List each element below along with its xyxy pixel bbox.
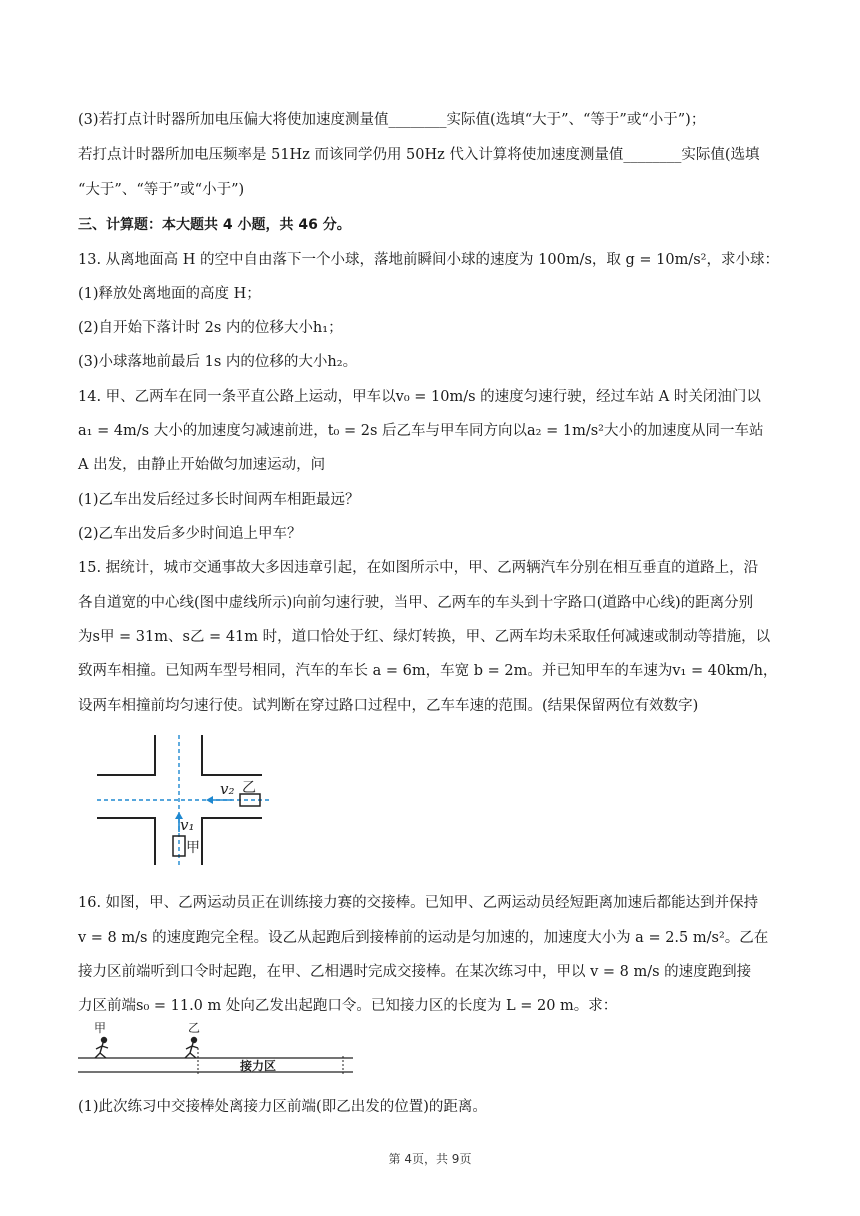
- jia-car-label: 甲: [186, 840, 200, 856]
- q12-part3-line2: 若打点计时器所加电压频率是 51Hz 而该同学仍用 50Hz 代入计算将使加速度测量值________实际值(选填: [78, 147, 760, 163]
- crossroads-figure: [92, 730, 292, 870]
- q16-stem-line1: 16. 如图，甲、乙两运动员正在训练接力赛的交接棒。已知甲、乙两运动员经短距离加速后都能达到并保持: [78, 895, 759, 911]
- page-footer: 第 4页，共 9页: [388, 1152, 472, 1166]
- q16-stem-line4: 力区前端s₀ = 11.0 m 处向乙发出起跑口令。已知接力区的长度为 L = 20 m。求：: [78, 998, 618, 1014]
- q16-part1: (1)此次练习中交接棒处离接力区前端(即乙出发的位置)的距离。: [78, 1099, 487, 1115]
- q15-stem-line4: 致两车相撞。已知两车型号相同，汽车的车长 a = 6m，车宽 b = 2m。并已知甲车的车速为v₁ = 40km/h，: [78, 663, 778, 679]
- q12-part3-line3: “大于”、“等于”或“小于”): [78, 182, 245, 198]
- q13-part1: (1)释放处离地面的高度 H；: [78, 286, 261, 302]
- q15-stem-line3: 为s甲 = 31m、s乙 = 41m 时，道口恰处于红、绿灯转换，甲、乙两车均未采取任何减速或制动等措施，以: [78, 629, 771, 645]
- relay-zone-figure: [78, 1018, 368, 1078]
- section-heading: 三、计算题：本大题共 4 小题，共 46 分。: [78, 217, 351, 233]
- q15-stem-line1: 15. 据统计，城市交通事故大多因违章引起，在如图所示中，甲、乙两辆汽车分别在相互垂直的道路上，沿: [78, 560, 759, 576]
- runner-jia-icon: [95, 1038, 108, 1059]
- q16-stem-line3: 接力区前端听到口令时起跑，在甲、乙相遇时完成交接棒。在某次练习中，甲以 v = 8 m/s 的速度跑到接: [78, 964, 752, 980]
- q14-part2: (2)乙车出发后多少时间追上甲车？: [78, 526, 302, 542]
- yi-car-label: 乙: [242, 780, 256, 796]
- q15-stem-line2: 各自道宽的中心线(图中虚线所示)向前匀速行驶，当甲、乙两车的车头到十字路口(道路中心线)的距离分别: [78, 595, 754, 611]
- q15-stem-line5: 设两车相撞前均匀速行使。试判断在穿过路口过程中，乙车车速的范围。(结果保留两位有效数字): [78, 698, 699, 714]
- v1-label: v₁: [180, 816, 195, 834]
- q12-part3-line1: (3)若打点计时器所加电压偏大将使加速度测量值________实际值(选填“大于”、“等于”或“小于”)；: [78, 112, 706, 128]
- q14-stem-line2: a₁ = 4m/s 大小的加速度匀减速前进，t₀ = 2s 后乙车与甲车同方向以a₂ = 1m/s²大小的加速度从同一车站: [78, 423, 764, 439]
- q14-stem-line3: A 出发，由静止开始做匀加速运动，问: [78, 457, 326, 473]
- runner-yi-icon: [185, 1038, 198, 1059]
- q13-part2: (2)自开始下落计时 2s 内的位移大小h₁；: [78, 320, 343, 336]
- q14-part1: (1)乙车出发后经过多长时间两车相距最远？: [78, 492, 360, 508]
- runner-jia-label: 甲: [94, 1021, 107, 1035]
- q13-stem: 13. 从离地面高 H 的空中自由落下一个小球，落地前瞬间小球的速度为 100m/s，取 g = 10m/s²，求小球：: [78, 252, 779, 268]
- car-jia: [173, 836, 185, 856]
- q16-stem-line2: v = 8 m/s 的速度跑完全程。设乙从起跑后到接棒前的运动是匀加速的，加速度大小为 a = 2.5 m/s²。乙在: [78, 930, 769, 946]
- relay-zone-label: 接力区: [240, 1059, 277, 1073]
- v2-label: v₂: [220, 780, 235, 798]
- runner-yi-label: 乙: [188, 1021, 201, 1035]
- q14-stem-line1: 14. 甲、乙两车在同一条平直公路上运动，甲车以v₀ = 10m/s 的速度匀速行驶，经过车站 A 时关闭油门以: [78, 389, 761, 405]
- q13-part3: (3)小球落地前最后 1s 内的位移的大小h₂。: [78, 354, 358, 370]
